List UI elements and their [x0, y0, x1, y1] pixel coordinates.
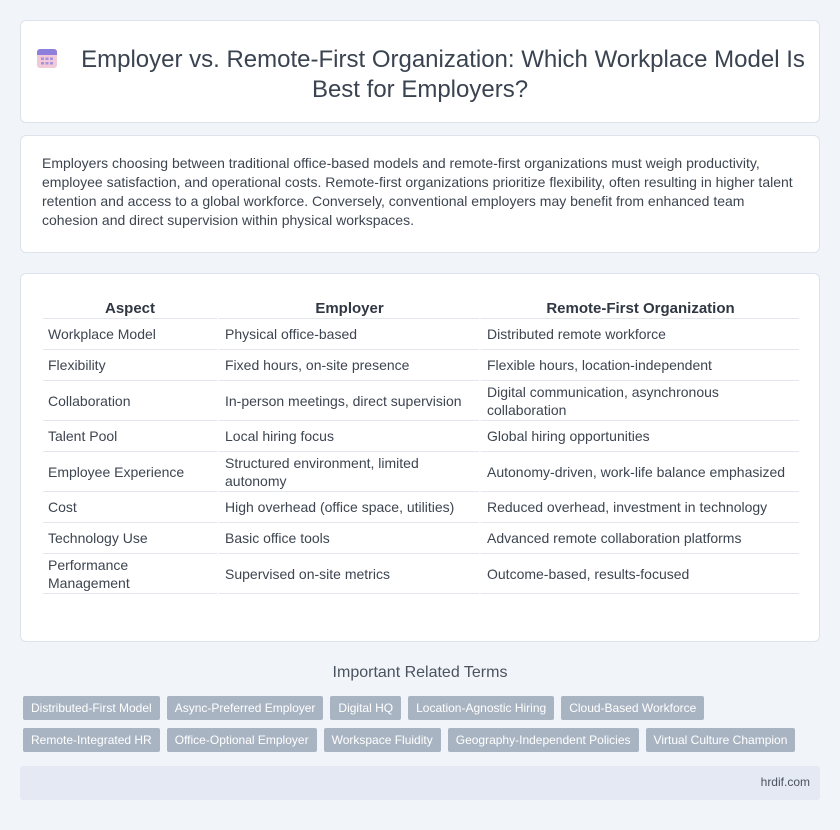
related-terms-list: [23, 696, 813, 760]
column-header-aspect: Aspect: [43, 294, 217, 319]
cell-remote-first: Advanced remote collaboration platforms: [479, 523, 799, 554]
table-header-row: [43, 294, 799, 319]
related-terms-heading: Important Related Terms: [332, 664, 508, 681]
related-term-tag[interactable]: Office-Optional Employer: [167, 728, 317, 752]
intro-paragraph: Employers choosing between traditional office-based models and remote-first organizations must weigh productivity, employee satisfaction, and operational costs. Remote-first organizations prioritize flexibility, often resulting in higher talent retention and access to a global workforce. Conversely, conventional employers may benefit from enhanced team cohesion and direct supervision within physical workspaces.: [42, 155, 793, 228]
table-row: [43, 421, 799, 452]
cell-remote-first: Flexible hours, location-independent: [479, 350, 799, 381]
title-card: [20, 20, 820, 123]
page-title-wrap: [21, 45, 819, 105]
cell-employer: Supervised on-site metrics: [217, 554, 479, 594]
cell-aspect: Talent Pool: [43, 421, 217, 452]
cell-employer: High overhead (office space, utilities): [217, 492, 479, 523]
related-term-tag[interactable]: Location-Agnostic Hiring: [408, 696, 554, 720]
cell-aspect: Employee Experience: [43, 452, 217, 492]
cell-employer: Physical office-based: [217, 319, 479, 350]
cell-employer: Basic office tools: [217, 523, 479, 554]
cell-aspect: Workplace Model: [43, 319, 217, 350]
related-term-tag[interactable]: Async-Preferred Employer: [167, 696, 324, 720]
cell-aspect: Performance Management: [43, 554, 217, 594]
cell-employer: Structured environment, limited autonomy: [217, 452, 479, 492]
cell-aspect: Technology Use: [43, 523, 217, 554]
related-term-tag[interactable]: Distributed-First Model: [23, 696, 160, 720]
footer-bar: [20, 766, 820, 800]
related-term-tag[interactable]: Digital HQ: [330, 696, 401, 720]
cell-employer: Local hiring focus: [217, 421, 479, 452]
cell-remote-first: Reduced overhead, investment in technology: [479, 492, 799, 523]
table-row: [43, 381, 799, 421]
related-term-tag[interactable]: Workspace Fluidity: [324, 728, 441, 752]
related-term-tag[interactable]: Remote-Integrated HR: [23, 728, 160, 752]
table-row: [43, 350, 799, 381]
page-title: Employer vs. Remote-First Organization: Which Workplace Model Is Best for Employers?: [81, 46, 805, 103]
cell-aspect: Flexibility: [43, 350, 217, 381]
comparison-card: [20, 273, 820, 642]
footer-site-link[interactable]: hrdif.com: [760, 775, 810, 789]
related-term-tag[interactable]: Geography-Independent Policies: [448, 728, 639, 752]
cell-remote-first: Digital communication, asynchronous collaboration: [479, 381, 799, 421]
cell-remote-first: Outcome-based, results-focused: [479, 554, 799, 594]
cell-remote-first: Autonomy-driven, work-life balance emphasized: [479, 452, 799, 492]
table-row: [43, 452, 799, 492]
related-term-tag[interactable]: Cloud-Based Workforce: [561, 696, 704, 720]
table-row: [43, 554, 799, 594]
intro-card: [20, 135, 820, 253]
cell-employer: In-person meetings, direct supervision: [217, 381, 479, 421]
table-row: [43, 492, 799, 523]
cell-employer: Fixed hours, on-site presence: [217, 350, 479, 381]
column-header-employer: Employer: [217, 294, 479, 319]
table-row: [43, 523, 799, 554]
cell-remote-first: Global hiring opportunities: [479, 421, 799, 452]
cell-aspect: Cost: [43, 492, 217, 523]
cell-remote-first: Distributed remote workforce: [479, 319, 799, 350]
comparison-table: [43, 294, 799, 594]
calendar-icon: [35, 46, 59, 70]
table-row: [43, 319, 799, 350]
related-term-tag[interactable]: Virtual Culture Champion: [646, 728, 796, 752]
column-header-remote-first: Remote-First Organization: [479, 294, 799, 319]
cell-aspect: Collaboration: [43, 381, 217, 421]
